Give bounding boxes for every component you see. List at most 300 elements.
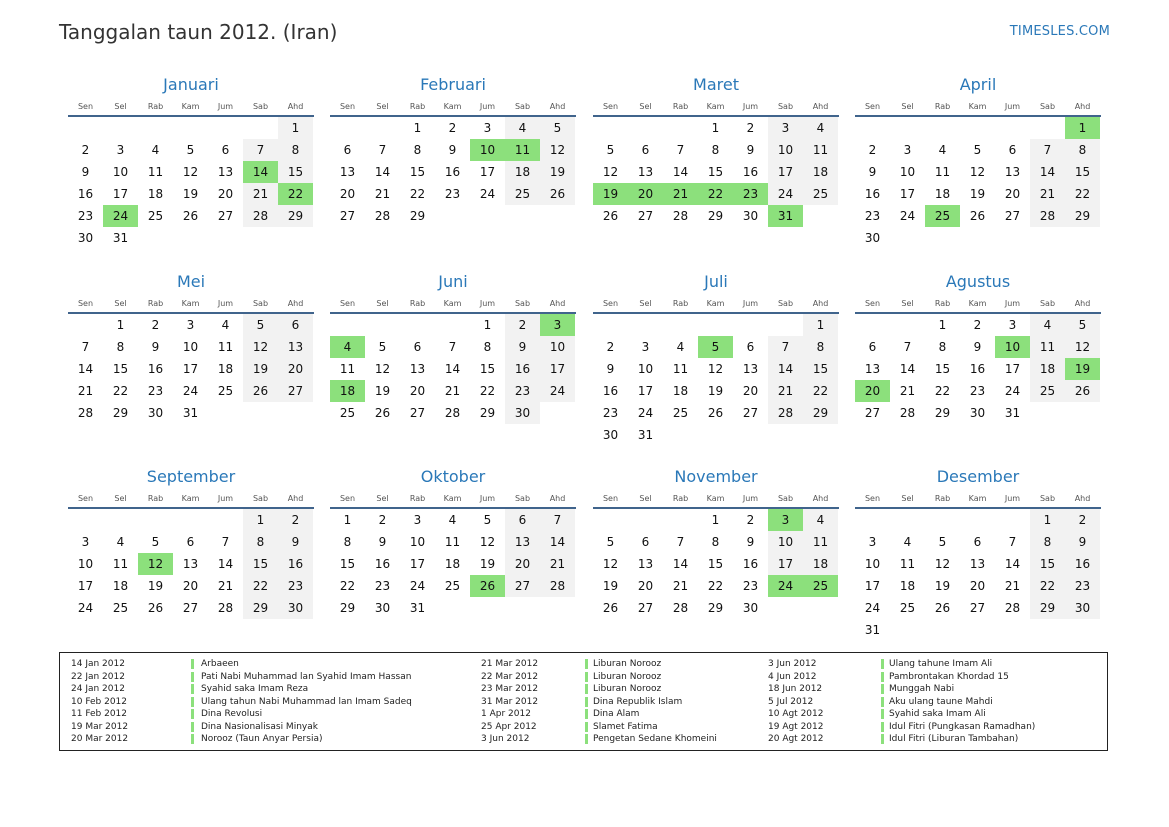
day-cell: 16	[77, 187, 94, 201]
day-cell: 17	[1004, 362, 1021, 376]
day-cell: 2	[746, 513, 755, 527]
month-oktober	[330, 466, 576, 619]
day-cell: 7	[448, 340, 457, 354]
day-cell: 14	[1004, 557, 1021, 571]
day-cell: 11	[112, 557, 129, 571]
day-cell: 29	[803, 402, 838, 424]
holiday-day: 24	[103, 205, 138, 227]
day-cell: 11	[899, 557, 916, 571]
day-cell: 17	[637, 384, 654, 398]
day-cell: 8	[483, 340, 492, 354]
day-cell: 9	[746, 535, 755, 549]
empty-cell	[208, 509, 243, 531]
empty-cell	[365, 314, 400, 336]
day-cell: 1	[413, 121, 422, 135]
day-cell: 15	[339, 557, 356, 571]
weekday-header	[330, 297, 576, 311]
day-cell: 12	[182, 165, 199, 179]
day-cell: 27	[339, 209, 356, 223]
weekday-label: Sen	[864, 494, 881, 503]
holiday-name: Liburan Norooz	[593, 659, 662, 669]
day-cell: 7	[243, 139, 278, 161]
month-name: Juni	[438, 272, 468, 291]
weekday-label: Rab	[147, 299, 164, 308]
month-name: Februari	[420, 75, 486, 94]
day-cell: 1	[116, 318, 125, 332]
legend-row	[60, 671, 1100, 684]
day-cell: 6	[505, 509, 540, 531]
day-cell: 10	[182, 340, 199, 354]
day-cell: 16	[1065, 553, 1100, 575]
holiday-day: 24	[768, 575, 803, 597]
weekday-label: Sel	[114, 102, 127, 111]
day-cell: 24	[1004, 384, 1021, 398]
day-cell: 1	[483, 318, 492, 332]
day-cell: 5	[606, 535, 615, 549]
day-cell: 21	[768, 380, 803, 402]
day-cell: 21	[243, 183, 278, 205]
day-cell: 3	[1008, 318, 1017, 332]
weekday-label: Sel	[114, 494, 127, 503]
day-cell: 5	[186, 143, 195, 157]
day-cell: 21	[540, 553, 575, 575]
holiday-name: Pati Nabi Muhammad lan Syahid Imam Hassan	[201, 671, 412, 682]
day-cell: 29	[339, 601, 356, 615]
weekday-label: Sen	[864, 102, 881, 111]
day-cell: 18	[672, 384, 689, 398]
day-cell: 5	[606, 143, 615, 157]
day-cell: 25	[1030, 380, 1065, 402]
weekday-header	[593, 297, 839, 311]
day-cell: 6	[1008, 143, 1017, 157]
day-cell: 7	[903, 340, 912, 354]
weekday-header	[68, 297, 314, 311]
day-cell: 15	[409, 165, 426, 179]
holiday-date: 4 Jun 2012	[768, 671, 817, 682]
holiday-day: 11	[505, 139, 540, 161]
holiday-name: Liburan Norooz	[593, 684, 662, 694]
day-cell: 6	[641, 143, 650, 157]
day-cell: 7	[676, 143, 685, 157]
empty-cell	[733, 314, 768, 336]
month-april	[855, 74, 1101, 249]
day-cell: 27	[409, 406, 426, 420]
day-cell: 22	[112, 384, 129, 398]
day-cell: 31	[182, 406, 199, 420]
weekday-header	[855, 492, 1101, 506]
day-cell: 12	[934, 557, 951, 571]
empty-cell	[68, 509, 103, 531]
day-cell: 26	[602, 209, 619, 223]
day-cell: 18	[803, 553, 838, 575]
holiday-marker	[881, 734, 884, 744]
empty-cell	[960, 509, 995, 531]
day-cell: 21	[374, 187, 391, 201]
day-cell: 30	[742, 601, 759, 615]
holiday-name: Aku ulang taune Mahdi	[889, 696, 993, 707]
day-cell: 14	[672, 165, 689, 179]
day-cell: 29	[707, 209, 724, 223]
empty-cell	[103, 509, 138, 531]
weekday-label: Sab	[252, 494, 269, 503]
empty-cell	[593, 314, 628, 336]
day-grid	[855, 314, 1101, 424]
day-cell: 8	[711, 143, 720, 157]
day-cell: 8	[278, 139, 313, 161]
holiday-date: 5 Jul 2012	[768, 696, 814, 707]
day-cell: 9	[973, 340, 982, 354]
weekday-label: Sab	[252, 299, 269, 308]
day-cell: 13	[339, 165, 356, 179]
day-cell: 13	[409, 362, 426, 376]
day-cell: 5	[378, 340, 387, 354]
weekday-header	[855, 100, 1101, 114]
day-cell: 7	[221, 535, 230, 549]
day-cell: 12	[602, 557, 619, 571]
day-cell: 30	[278, 597, 313, 619]
day-grid	[593, 509, 839, 619]
day-cell: 23	[374, 579, 391, 593]
day-grid	[330, 117, 576, 227]
day-cell: 1	[803, 314, 838, 336]
month-november	[593, 466, 839, 619]
day-cell: 9	[746, 143, 755, 157]
weekday-label: Rab	[147, 494, 164, 503]
holiday-marker	[881, 659, 884, 669]
day-cell: 17	[768, 553, 803, 575]
day-cell: 6	[343, 143, 352, 157]
weekday-label: Rab	[934, 299, 951, 308]
weekday-label: Sab	[252, 102, 269, 111]
weekday-label: Sel	[639, 299, 652, 308]
day-cell: 16	[278, 553, 313, 575]
day-cell: 23	[602, 406, 619, 420]
weekday-label: Kam	[706, 102, 725, 111]
day-cell: 28	[540, 575, 575, 597]
empty-cell	[855, 117, 890, 139]
day-cell: 29	[409, 209, 426, 223]
holiday-day: 19	[593, 183, 628, 205]
empty-cell	[1030, 117, 1065, 139]
brand-link[interactable]: TIMESLES.COM	[1009, 24, 1110, 39]
weekday-label: Jum	[742, 494, 759, 503]
day-cell: 24	[864, 601, 881, 615]
weekday-label: Sen	[864, 299, 881, 308]
day-cell: 11	[934, 165, 951, 179]
weekday-label: Sel	[901, 102, 914, 111]
empty-cell	[435, 314, 470, 336]
day-cell: 16	[374, 557, 391, 571]
weekday-label: Kam	[443, 494, 462, 503]
day-cell: 31	[112, 231, 129, 245]
day-cell: 7	[1008, 535, 1017, 549]
weekday-label: Jum	[479, 102, 496, 111]
day-cell: 20	[182, 579, 199, 593]
day-cell: 25	[899, 601, 916, 615]
day-cell: 15	[243, 553, 278, 575]
month-februari	[330, 74, 576, 227]
day-cell: 11	[672, 362, 689, 376]
empty-cell	[995, 117, 1030, 139]
holiday-day: 26	[470, 575, 505, 597]
day-cell: 18	[112, 579, 129, 593]
holiday-date: 31 Mar 2012	[481, 696, 539, 707]
day-cell: 14	[374, 165, 391, 179]
day-cell: 9	[1065, 531, 1100, 553]
holiday-date: 10 Feb 2012	[71, 696, 128, 707]
legend-row	[60, 721, 1100, 734]
day-cell: 21	[672, 579, 689, 593]
day-cell: 19	[969, 187, 986, 201]
weekday-label: Sel	[376, 102, 389, 111]
empty-cell	[855, 314, 890, 336]
holiday-day: 20	[855, 380, 890, 402]
weekday-label: Sen	[77, 102, 94, 111]
day-cell: 3	[483, 121, 492, 135]
weekday-label: Rab	[934, 102, 951, 111]
day-cell: 12	[1065, 336, 1100, 358]
weekday-label: Rab	[409, 494, 426, 503]
day-cell: 1	[243, 509, 278, 531]
day-cell: 3	[868, 535, 877, 549]
weekday-label: Kam	[181, 102, 200, 111]
empty-cell	[593, 117, 628, 139]
day-cell: 16	[444, 165, 461, 179]
day-cell: 17	[182, 362, 199, 376]
weekday-label: Sab	[777, 102, 794, 111]
day-cell: 15	[112, 362, 129, 376]
day-cell: 3	[413, 513, 422, 527]
holiday-name: Syahid saka Imam Reza	[201, 684, 309, 694]
day-cell: 24	[899, 209, 916, 223]
holiday-date: 21 Mar 2012	[481, 659, 539, 669]
day-cell: 17	[899, 187, 916, 201]
day-cell: 23	[742, 579, 759, 593]
day-cell: 25	[217, 384, 234, 398]
empty-cell	[400, 314, 435, 336]
day-cell: 16	[505, 358, 540, 380]
weekday-label: Jum	[1004, 102, 1021, 111]
weekday-label: Jum	[479, 494, 496, 503]
day-cell: 31	[864, 623, 881, 637]
day-cell: 5	[540, 117, 575, 139]
weekday-label: Ahd	[812, 494, 829, 503]
month-agustus	[855, 271, 1101, 424]
day-cell: 14	[217, 557, 234, 571]
day-cell: 20	[742, 384, 759, 398]
day-cell: 10	[637, 362, 654, 376]
holiday-date: 20 Mar 2012	[71, 734, 129, 744]
day-cell: 25	[803, 183, 838, 205]
weekday-label: Sen	[77, 299, 94, 308]
day-cell: 9	[378, 535, 387, 549]
day-cell: 2	[868, 143, 877, 157]
day-cell: 4	[903, 535, 912, 549]
day-cell: 14	[672, 557, 689, 571]
day-cell: 19	[182, 187, 199, 201]
day-cell: 1	[343, 513, 352, 527]
day-cell: 10	[768, 531, 803, 553]
empty-cell	[593, 509, 628, 531]
day-cell: 26	[182, 209, 199, 223]
day-grid	[855, 117, 1101, 249]
weekday-label: Jum	[742, 102, 759, 111]
day-cell: 2	[378, 513, 387, 527]
day-cell: 26	[540, 183, 575, 205]
day-cell: 17	[768, 161, 803, 183]
day-cell: 19	[707, 384, 724, 398]
day-cell: 11	[1030, 336, 1065, 358]
weekday-label: Sen	[77, 494, 94, 503]
day-cell: 25	[672, 406, 689, 420]
empty-cell	[628, 314, 663, 336]
day-cell: 9	[606, 362, 615, 376]
weekday-label: Sel	[901, 494, 914, 503]
day-cell: 28	[374, 209, 391, 223]
holiday-day: 22	[278, 183, 313, 205]
day-cell: 17	[540, 358, 575, 380]
day-cell: 13	[217, 165, 234, 179]
day-cell: 3	[768, 117, 803, 139]
day-cell: 11	[217, 340, 234, 354]
empty-cell	[138, 509, 173, 531]
holiday-date: 10 Agt 2012	[768, 709, 824, 719]
holiday-name: Dina Republik Islam	[593, 696, 683, 707]
day-cell: 25	[505, 183, 540, 205]
weekday-label: Kam	[443, 299, 462, 308]
day-cell: 27	[505, 575, 540, 597]
month-name: Mei	[176, 272, 206, 291]
weekday-label: Sel	[376, 299, 389, 308]
day-cell: 27	[278, 380, 313, 402]
day-cell: 22	[1065, 183, 1100, 205]
day-cell: 30	[969, 406, 986, 420]
day-cell: 25	[147, 209, 164, 223]
holiday-date: 1 Apr 2012	[481, 709, 531, 719]
empty-cell	[628, 117, 663, 139]
day-cell: 12	[540, 139, 575, 161]
day-cell: 7	[1030, 139, 1065, 161]
day-cell: 28	[768, 402, 803, 424]
weekday-label: Kam	[968, 494, 987, 503]
empty-cell	[855, 509, 890, 531]
day-cell: 29	[1030, 597, 1065, 619]
legend-row	[60, 683, 1100, 696]
day-cell: 4	[505, 117, 540, 139]
day-cell: 30	[1065, 597, 1100, 619]
day-cell: 9	[81, 165, 90, 179]
holiday-name: Munggah Nabi	[889, 684, 955, 694]
holiday-day: 31	[768, 205, 803, 227]
weekday-label: Sab	[514, 299, 531, 308]
holiday-day: 3	[768, 509, 803, 531]
day-cell: 13	[505, 531, 540, 553]
day-cell: 16	[147, 362, 164, 376]
day-cell: 12	[707, 362, 724, 376]
empty-cell	[208, 117, 243, 139]
holiday-name: Arbaeen	[201, 659, 239, 669]
day-cell: 26	[243, 380, 278, 402]
day-cell: 10	[112, 165, 129, 179]
day-cell: 5	[483, 513, 492, 527]
weekday-header	[330, 492, 576, 506]
weekday-label: Sab	[777, 299, 794, 308]
month-name: September	[146, 467, 236, 486]
day-cell: 9	[868, 165, 877, 179]
weekday-label: Jum	[217, 299, 234, 308]
day-cell: 27	[1004, 209, 1021, 223]
empty-cell	[698, 314, 733, 336]
weekday-label: Sab	[514, 494, 531, 503]
day-cell: 15	[479, 362, 496, 376]
holiday-name: Dina Revolusi	[201, 709, 263, 719]
day-cell: 29	[112, 406, 129, 420]
day-cell: 30	[147, 406, 164, 420]
weekday-label: Sen	[339, 102, 356, 111]
day-cell: 26	[707, 406, 724, 420]
day-cell: 14	[77, 362, 94, 376]
day-cell: 22	[803, 380, 838, 402]
day-grid	[68, 509, 314, 619]
day-cell: 23	[864, 209, 881, 223]
day-cell: 31	[637, 428, 654, 442]
weekday-label: Kam	[968, 102, 987, 111]
day-cell: 26	[1065, 380, 1100, 402]
day-cell: 24	[479, 187, 496, 201]
day-cell: 13	[278, 336, 313, 358]
holiday-name: Slamet Fatima	[593, 721, 658, 732]
empty-cell	[243, 117, 278, 139]
legend-row	[60, 696, 1100, 709]
holiday-date: 11 Feb 2012	[71, 709, 128, 719]
day-cell: 20	[409, 384, 426, 398]
weekday-label: Kam	[706, 299, 725, 308]
weekday-label: Ahd	[287, 299, 304, 308]
day-cell: 31	[1004, 406, 1021, 420]
day-cell: 4	[116, 535, 125, 549]
day-cell: 14	[768, 358, 803, 380]
day-cell: 15	[803, 358, 838, 380]
holiday-day: 4	[330, 336, 365, 358]
day-cell: 13	[637, 165, 654, 179]
weekday-label: Kam	[706, 494, 725, 503]
day-cell: 1	[1030, 509, 1065, 531]
day-cell: 26	[969, 209, 986, 223]
holiday-date: 22 Jan 2012	[71, 671, 125, 682]
day-cell: 7	[676, 535, 685, 549]
day-cell: 15	[278, 161, 313, 183]
weekday-label: Kam	[181, 494, 200, 503]
day-cell: 7	[378, 143, 387, 157]
weekday-label: Sel	[639, 102, 652, 111]
day-cell: 15	[707, 557, 724, 571]
day-cell: 18	[505, 161, 540, 183]
day-cell: 17	[77, 579, 94, 593]
weekday-label: Kam	[181, 299, 200, 308]
day-cell: 10	[899, 165, 916, 179]
weekday-label: Sen	[602, 299, 619, 308]
day-cell: 28	[899, 406, 916, 420]
empty-cell	[173, 509, 208, 531]
day-cell: 8	[938, 340, 947, 354]
day-cell: 4	[676, 340, 685, 354]
day-cell: 23	[1065, 575, 1100, 597]
day-cell: 27	[182, 601, 199, 615]
holiday-day: 22	[698, 183, 733, 205]
day-cell: 29	[1065, 205, 1100, 227]
day-cell: 7	[768, 336, 803, 358]
day-cell: 2	[151, 318, 160, 332]
